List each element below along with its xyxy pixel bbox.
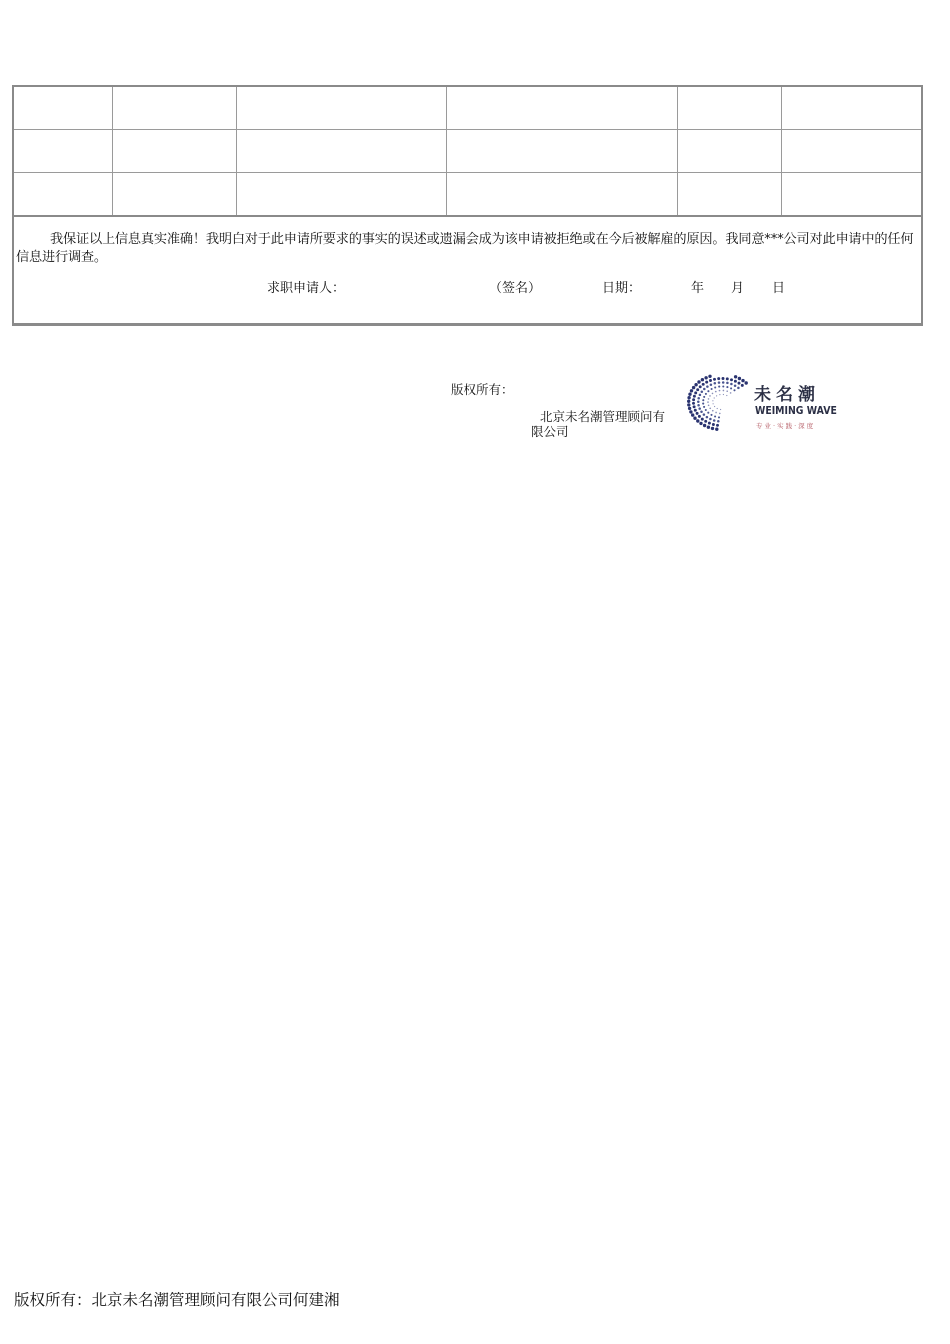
table-cell[interactable] [677, 173, 781, 217]
year-label: 年 [691, 281, 705, 296]
table-cell[interactable] [112, 173, 236, 217]
declaration-row [13, 216, 922, 325]
copyright-label: 版权所有： [451, 382, 514, 397]
sign-label: （签名） [489, 281, 542, 296]
table-cell[interactable] [677, 86, 781, 130]
table-cell[interactable] [781, 130, 922, 173]
table-cell[interactable] [781, 86, 922, 130]
footer-copyright: 版权所有：北京未名潮管理顾问有限公司何建湘 [14, 1291, 340, 1309]
signature-line [14, 277, 919, 295]
form-table [12, 85, 923, 326]
month-label: 月 [731, 281, 745, 296]
declaration-cell [13, 216, 922, 325]
table-row [13, 173, 922, 217]
table-cell[interactable] [446, 86, 677, 130]
table-cell[interactable] [236, 173, 446, 217]
table-row [13, 86, 922, 130]
declaration-text: 我保证以上信息真实准确！我明白对于此申请所要求的事实的误述或遗漏会成为该申请被拒绝或在今后被解雇的原因。我同意***公司对此申请中的任何信息进行调查。 [16, 232, 914, 265]
day-label: 日 [772, 281, 786, 296]
table-cell[interactable] [236, 130, 446, 173]
logo-chinese-name: 未名潮 [754, 385, 820, 405]
table-cell[interactable] [13, 173, 112, 217]
table-cell[interactable] [13, 130, 112, 173]
applicant-label: 求职申请人： [267, 281, 346, 296]
table-cell[interactable] [112, 130, 236, 173]
logo-english-name: WEIMING WAVE [755, 404, 837, 417]
table-cell[interactable] [446, 173, 677, 217]
logo-tagline: 专业·实践·深度 [756, 422, 816, 430]
table-cell[interactable] [13, 86, 112, 130]
table-cell[interactable] [446, 130, 677, 173]
table-row [13, 130, 922, 173]
table-cell[interactable] [677, 130, 781, 173]
company-name: 北京未名潮管理顾问有限公司 [531, 409, 666, 439]
table-cell[interactable] [112, 86, 236, 130]
table-cell[interactable] [236, 86, 446, 130]
table-cell[interactable] [781, 173, 922, 217]
date-label: 日期： [602, 281, 642, 296]
